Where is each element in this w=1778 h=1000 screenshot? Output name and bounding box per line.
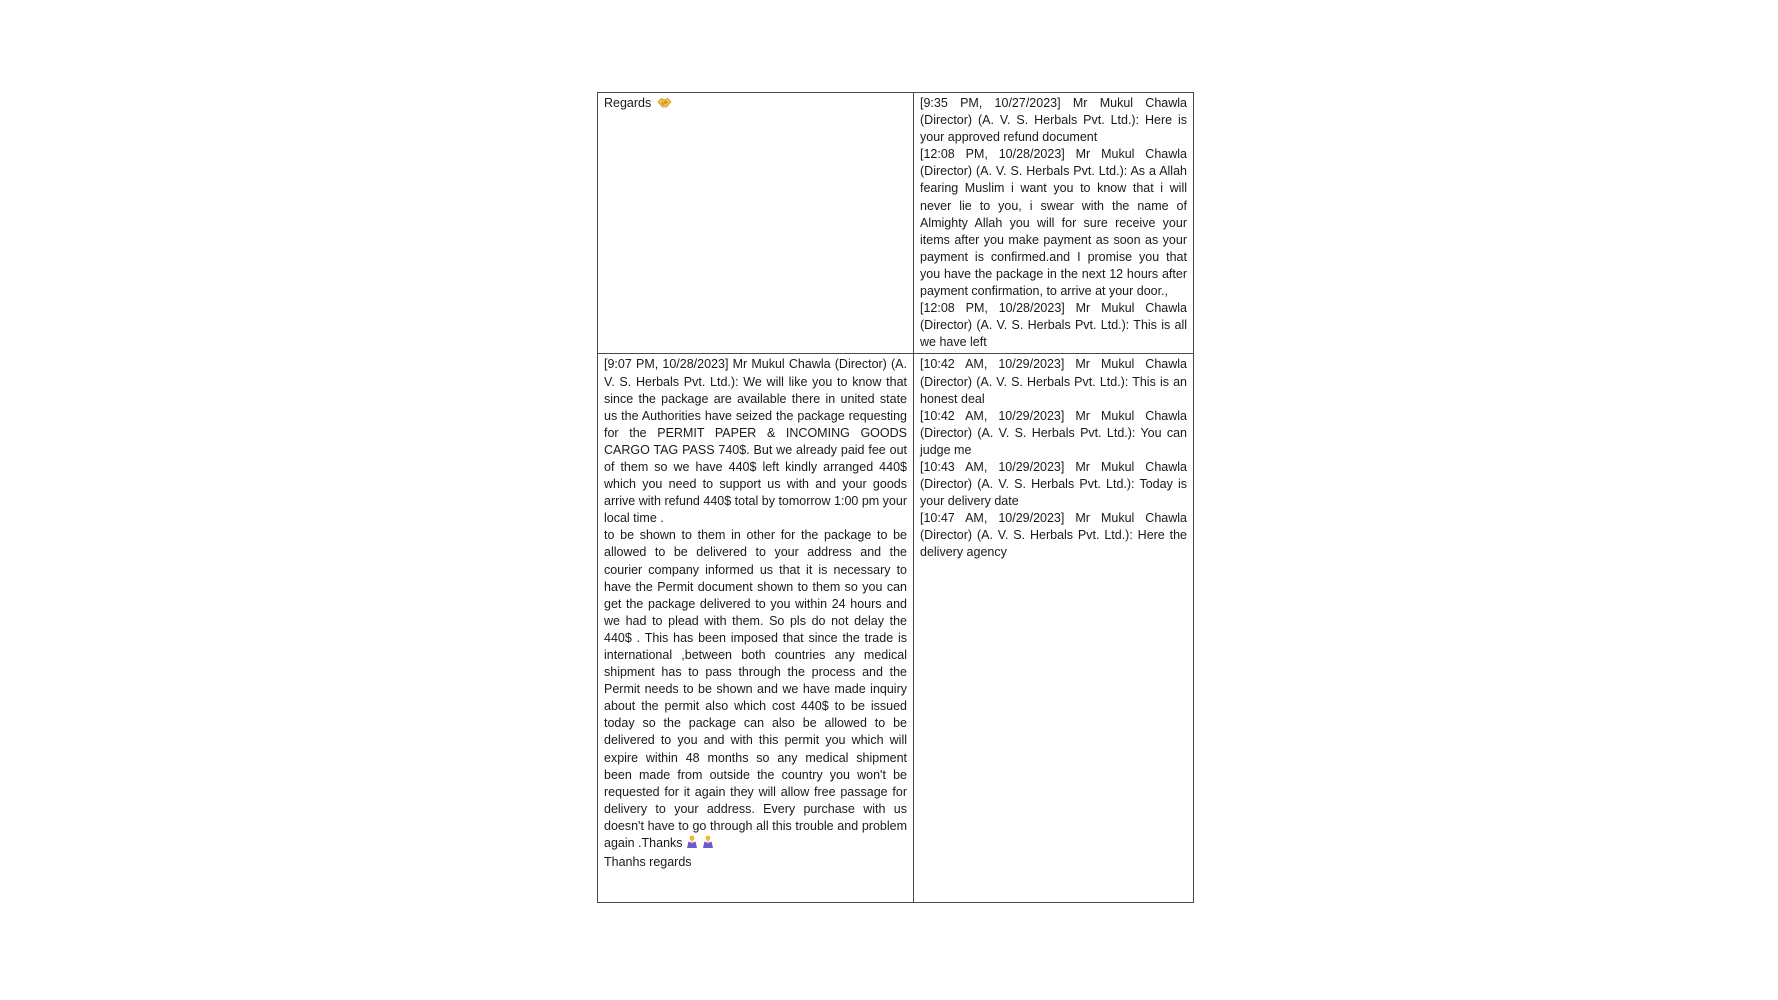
- table-row: [598, 354, 1194, 903]
- chat-message: [9:07 PM, 10/28/2023] Mr Mukul Chawla (Director) (A. V. S. Herbals Pvt. Ltd.): We will like you to know that since the package are available there in united state us the Authorities have seized the package requesting for the PERMIT PAPER & INCOMING GOODS CARGO TAG PASS 740$. But we already paid fee out of them so we have 440$ left kindly arranged 440$ which you need to support us with and your goods arrive with refund 440$ total by tomorrow 1:00 pm your local time .: [604, 357, 907, 526]
- cell-bottom-left: [598, 354, 914, 903]
- folded-hands-icon: [701, 835, 715, 854]
- regards-text: Regards: [604, 96, 652, 110]
- chat-message: [10:42 AM, 10/29/2023] Mr Mukul Chawla (Director) (A. V. S. Herbals Pvt. Ltd.): This is an honest deal: [920, 357, 1187, 406]
- cell-bottom-right: [914, 354, 1194, 903]
- chat-message: [12:08 PM, 10/28/2023] Mr Mukul Chawla (Director) (A. V. S. Herbals Pvt. Ltd.): As a Allah fearing Muslim i want you to know that i will never lie to you, i swear with the name of Almighty Allah you will for sure receive your items after you make payment as soon as your payment is confirmed.and I promise you that you have the package in the next 12 hours after payment confirmation, to arrive at your door.,: [920, 147, 1187, 299]
- chat-message: [10:47 AM, 10/29/2023] Mr Mukul Chawla (Director) (A. V. S. Herbals Pvt. Ltd.): Here the delivery agency: [920, 511, 1187, 560]
- chat-transcript-table: [597, 92, 1194, 903]
- cell-top-right: [914, 93, 1194, 354]
- handshake-icon: [657, 96, 672, 114]
- chat-message: [12:08 PM, 10/28/2023] Mr Mukul Chawla (Director) (A. V. S. Herbals Pvt. Ltd.): This is all we have left: [920, 301, 1187, 350]
- chat-message: [10:43 AM, 10/29/2023] Mr Mukul Chawla (Director) (A. V. S. Herbals Pvt. Ltd.): Today is your delivery date: [920, 459, 1187, 509]
- cell-top-left: [598, 93, 914, 354]
- chat-message: [9:35 PM, 10/27/2023] Mr Mukul Chawla (Director) (A. V. S. Herbals Pvt. Ltd.): Here is your approved refund document: [920, 96, 1187, 145]
- closing-text: Thanhs regards: [604, 855, 692, 870]
- folded-hands-icon: [685, 835, 699, 854]
- continuation-text: to be shown to them in other for the package to be allowed to be delivered to your address and the courier company informed us that it is necessary to have the Permit document shown to them so you can get the package delivered to you within 24 hours and we had to plead with them. So pls do not delay the 440$ . This has been imposed that since the trade is international ,between both countries any medical shipment has to pass through the process and the Permit needs to be shown and we have made inquiry about the permit also which cost 440$ to be issued today so the package can also be allowed to be delivered to you and with this permit you which will expire within 48 months so any medical shipment been made from outside the country you won't be requested for it again they will allow free passage for delivery to your address. Every purchase with us doesn't have to go through all this trouble and problem again .Thanks: [604, 528, 907, 851]
- chat-message: [10:42 AM, 10/29/2023] Mr Mukul Chawla (Director) (A. V. S. Herbals Pvt. Ltd.): You can judge me: [920, 408, 1187, 457]
- table-row: [598, 93, 1194, 354]
- chat-message-continuation: [604, 527, 907, 854]
